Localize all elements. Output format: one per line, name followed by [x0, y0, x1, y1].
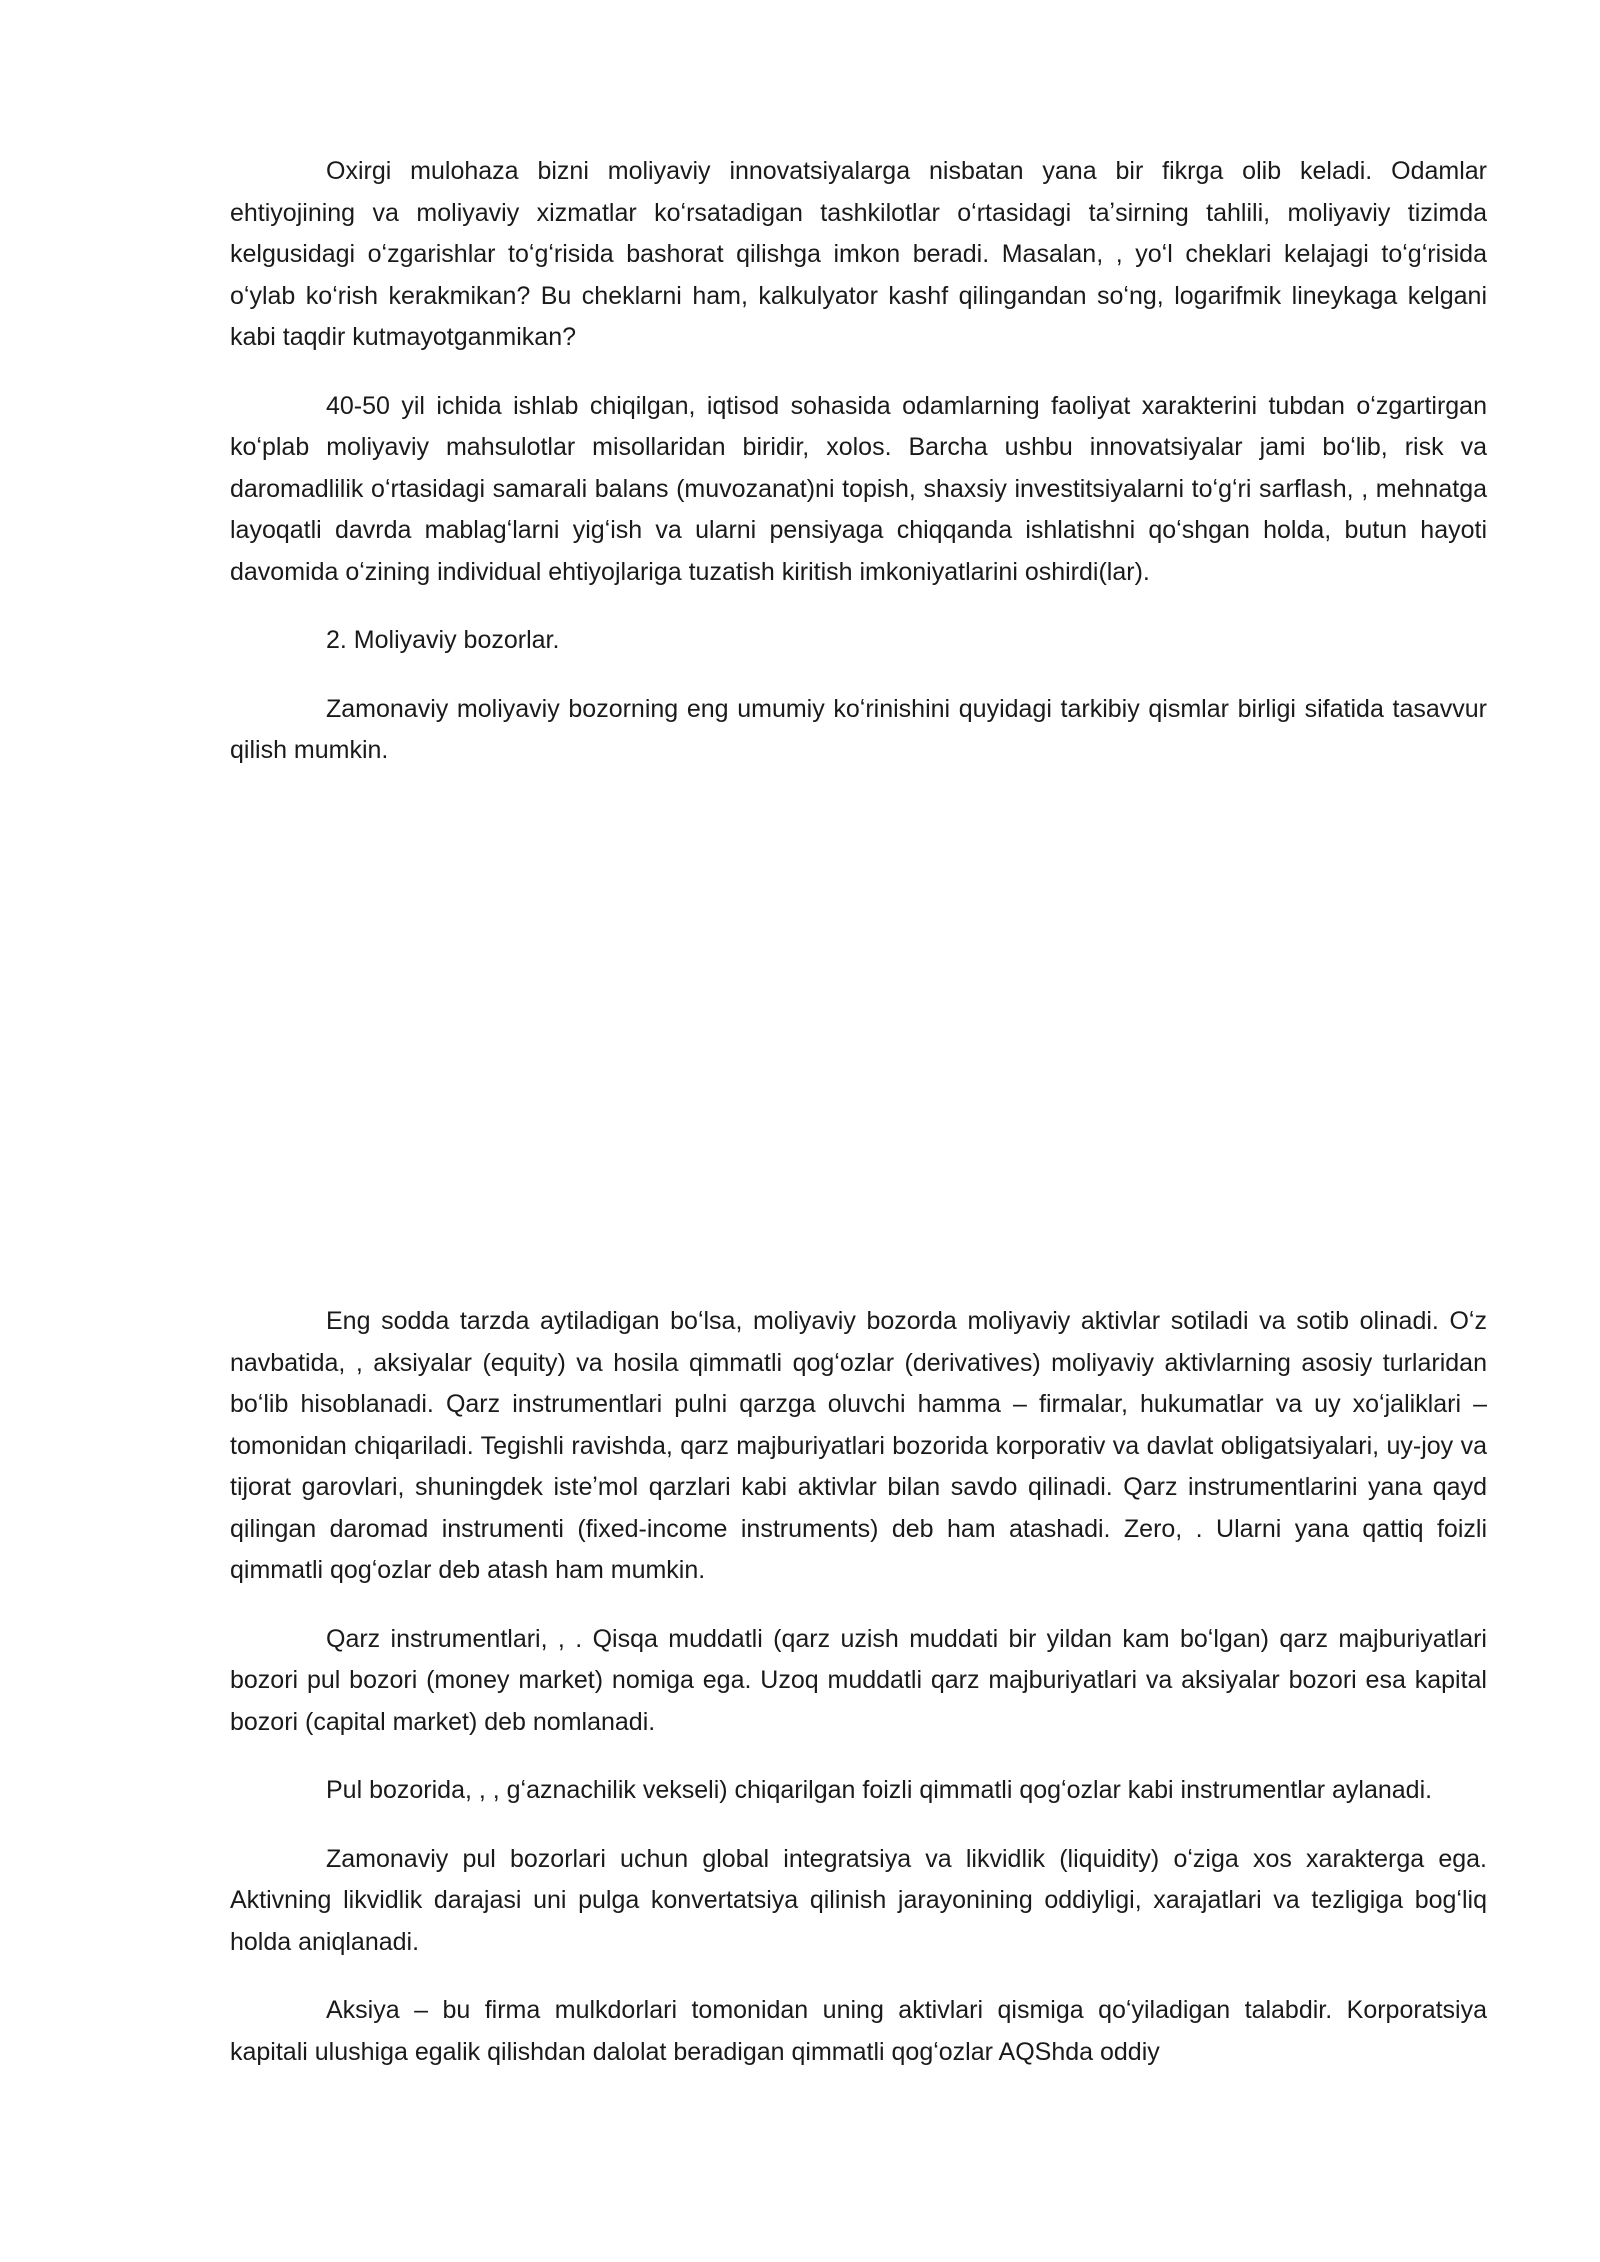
paragraph-innovations-outlook: Oxirgi mulohaza bizni moliyaviy innovatsiyalarga nisbatan yana bir fikrga olib keladi. Odamlar ehtiyojining va moliyaviy xizmatlar koʻrsatadigan tashkilotlar oʻrtasidagi taʼsirning tahlili, moliyaviy tizimda kelgusidagi oʻzgarishlar toʻgʻrisida bashorat qilishga imkon beradi. Masalan, , yoʻl cheklari kelajagi toʻgʻrisida oʻylab koʻrish kerakmikan? Bu cheklarni ham, kalkulyator kashf qilingandan soʻng, logarifmik lineykaga kelgani kabi taqdir kutmayotganmikan?: [230, 157, 1487, 351]
paragraph-financial-assets: Eng sodda tarzda aytiladigan boʻlsa, moliyaviy bozorda moliyaviy aktivlar sotiladi va sotib olinadi. Oʻz navbatida, , aksiyalar (equity) va hosila qimmatli qogʻozlar (derivatives) moliyaviy aktivlarning asosiy turlaridan boʻlib hisoblanadi. Qarz instrumentlari pulni qarzga oluvchi hamma – firmalar, hukumatlar va uy xoʻjaliklari – tomonidan chiqariladi. Tegishli ravishda, qarz majburiyatlari bozorida korporativ va davlat obligatsiyalari, uy-joy va tijorat garovlari, shuningdek isteʼmol qarzlari kabi aktivlar bilan savdo qilinadi. Qarz instrumentlarini yana qayd qilingan daromad instrumenti (fixed-income instruments) deb ham atashadi. Zero, . Ularni yana qattiq foizli qimmatli qogʻozlar deb atash ham mumkin.: [230, 1307, 1487, 1584]
paragraph-money-market: Pul bozorida, , , gʻaznachilik vekseli) chiqarilgan foizli qimmatli qogʻozlar kabi instrumentlar aylanadi.: [326, 1776, 1433, 1804]
paragraph-debt-instruments: Qarz instrumentlari, , . Qisqa muddatli (qarz uzish muddati bir yildan kam boʻlgan) qarz majburiyatlari bozori pul bozori (money market) nomiga ega. Uzoq muddatli qarz majburiyatlari va aksiyalar bozori esa kapital bozori (capital market) deb nomlanadi.: [230, 1624, 1487, 1736]
text-section-bottom: [230, 1301, 1487, 2100]
paragraph-liquidity: Zamonaviy pul bozorlari uchun global integratsiya va likvidlik (liquidity) oʻziga xos xarakterga ega. Aktivning likvidlik darajasi uni pulga konvertatsiya qilinish jarayonining oddiyligi, xarajatlari va tezligiga bogʻliq holda aniqlanadi.: [230, 1844, 1487, 1956]
section-heading-financial-markets: 2. Moliyaviy bozorlar.: [326, 626, 560, 654]
paragraph-equity: Aksiya – bu firma mulkdorlari tomonidan uning aktivlari qismiga qoʻyiladigan talabdir. Korporatsiya kapitali ulushiga egalik qilishdan dalolat beradigan qimmatli qogʻozlar AQShda oddiy: [230, 1996, 1487, 2066]
paragraph-market-structure-intro: Zamonaviy moliyaviy bozorning eng umumiy koʻrinishini quyidagi tarkibiy qismlar birligi sifatida tasavvur qilish mumkin.: [230, 694, 1487, 764]
paragraph-financial-products: 40-50 yil ichida ishlab chiqilgan, iqtisod sohasida odamlarning faoliyat xarakterini tubdan oʻzgartirgan koʻplab moliyaviy mahsulotlar misollaridan biridir, xolos. Barcha ushbu innovatsiyalar jami boʻlib, risk va daromadlilik oʻrtasidagi samarali balans (muvozanat)ni topish, shaxsiy investitsiyalarni toʻgʻri sarflash, , mehnatga layoqatli davrda mablagʻlarni yigʻish va ularni pensiyaga chiqqanda ishlatishni qoʻshgan holda, butun hayoti davomida oʻzining individual ehtiyojlariga tuzatish kiritish imkoniyatlarini oshirdi(lar).: [230, 391, 1487, 586]
text-section-top: [230, 151, 1487, 799]
blank-figure-area: [230, 840, 1487, 1280]
